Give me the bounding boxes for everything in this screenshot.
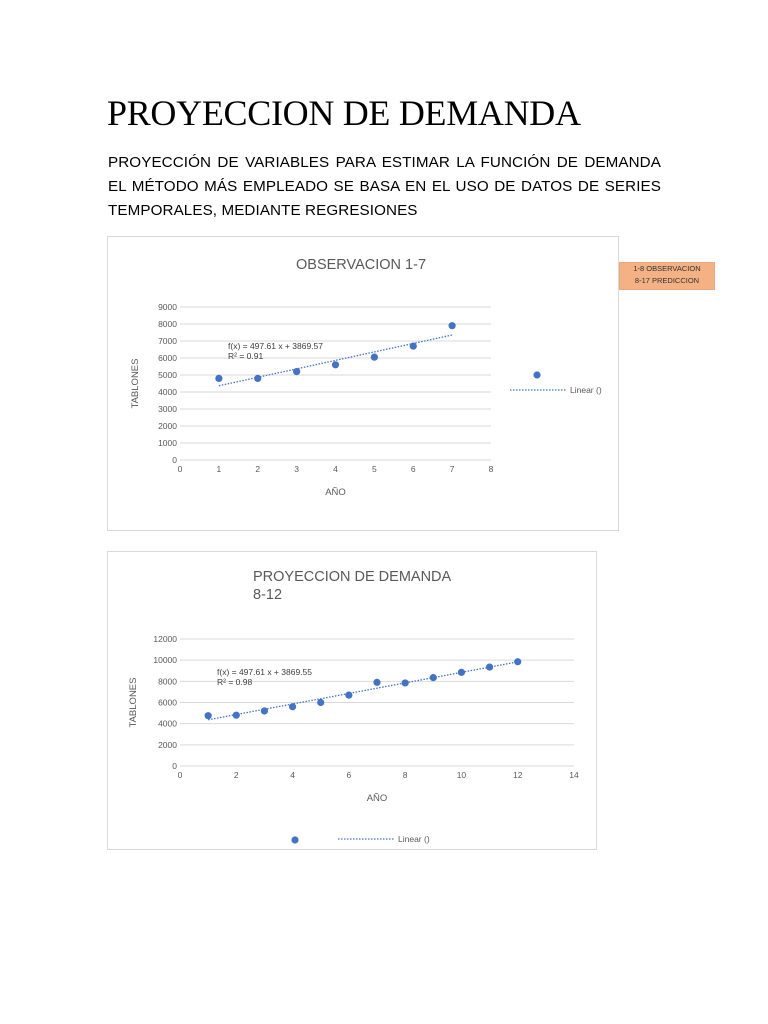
data-point	[293, 368, 300, 375]
page-title: PROYECCION DE DEMANDA	[107, 93, 581, 133]
y-tick-label: 4000	[158, 718, 177, 729]
x-axis-title: AÑO	[325, 487, 346, 498]
y-tick-label: 6000	[158, 353, 177, 363]
y-axis-title: TABLONES	[130, 358, 141, 409]
equation-label: f(x) = 497.61 x + 3869.57	[228, 341, 323, 351]
y-tick-label: 8000	[158, 319, 177, 329]
y-tick-label: 8000	[158, 676, 177, 687]
data-point	[332, 361, 339, 368]
x-tick-label: 8	[402, 770, 408, 780]
y-axis-title: TABLONES	[128, 677, 139, 728]
x-tick-label: 2	[233, 770, 239, 780]
data-point	[430, 674, 437, 681]
note-line-observacion: 1-8 OBSERVACION	[633, 264, 701, 273]
chart-observacion-svg	[108, 237, 618, 530]
data-point	[215, 375, 222, 382]
y-tick-label: 9000	[158, 302, 177, 312]
data-point	[514, 658, 521, 665]
equation-label: f(x) = 497.61 x + 3869.55	[217, 667, 312, 677]
x-tick-label: 2	[255, 464, 261, 474]
chart-proyeccion-svg	[108, 552, 596, 849]
chart-title: 8-12	[253, 587, 283, 603]
legend-marker	[291, 836, 298, 843]
r2-label: R² = 0.91	[228, 351, 264, 361]
x-tick-label: 0	[177, 770, 183, 780]
x-tick-label: 4	[333, 464, 338, 474]
chart-observacion	[107, 236, 619, 531]
data-point	[449, 322, 456, 329]
y-tick-label: 5000	[158, 370, 177, 380]
data-point	[233, 712, 240, 719]
x-tick-label: 12	[512, 770, 523, 780]
x-tick-label: 6	[346, 770, 352, 780]
y-tick-label: 6000	[158, 697, 177, 708]
data-point	[486, 663, 493, 670]
data-point	[373, 679, 380, 686]
x-axis-title: AÑO	[366, 793, 388, 804]
x-tick-label: 1	[216, 464, 222, 474]
x-tick-label: 4	[290, 770, 295, 780]
x-tick-label: 10	[456, 770, 467, 780]
x-tick-label: 14	[569, 770, 579, 780]
data-point	[371, 354, 378, 361]
data-point	[458, 669, 465, 676]
chart-title: PROYECCION DE DEMANDA	[253, 569, 452, 585]
y-tick-label: 7000	[158, 336, 177, 346]
y-tick-label: 0	[172, 761, 177, 771]
data-point	[289, 703, 296, 710]
note-line-prediccion: 8-17 PREDICCION	[634, 276, 700, 285]
y-tick-label: 0	[172, 455, 177, 465]
x-tick-label: 6	[410, 464, 416, 474]
y-tick-label: 4000	[158, 387, 177, 397]
intro-paragraph: PROYECCIÓN DE VARIABLES PARA ESTIMAR LA FUNCIÓN DE DEMANDA EL MÉTODO MÁS EMPLEADO SE BASA EN EL USO DE DATOS DE SERIES TEMPORALES, MEDIANTE REGRESIONES	[108, 154, 661, 219]
y-tick-label: 2000	[158, 421, 177, 431]
x-tick-label: 0	[177, 464, 183, 474]
data-point	[410, 343, 417, 350]
legend-marker	[533, 371, 540, 378]
data-point	[402, 679, 409, 686]
legend-trend-label: Linear ()	[570, 385, 602, 395]
data-point	[261, 707, 268, 714]
chart-title: OBSERVACION 1-7	[296, 257, 427, 273]
data-point	[345, 691, 352, 698]
legend-trend-label: Linear ()	[398, 834, 430, 844]
data-point	[205, 712, 212, 719]
r2-label: R² = 0.98	[217, 677, 253, 687]
y-tick-label: 10000	[153, 655, 177, 666]
x-tick-label: 7	[449, 464, 455, 474]
x-tick-label: 8	[488, 464, 494, 474]
y-tick-label: 12000	[153, 634, 177, 644]
x-tick-label: 3	[294, 464, 299, 474]
y-tick-label: 2000	[158, 739, 177, 750]
data-point	[254, 375, 261, 382]
data-point	[317, 699, 324, 706]
x-tick-label: 5	[372, 464, 377, 474]
y-tick-label: 1000	[158, 438, 177, 448]
legend-note	[619, 262, 715, 290]
y-tick-label: 3000	[158, 404, 177, 414]
chart-proyeccion	[107, 551, 597, 850]
